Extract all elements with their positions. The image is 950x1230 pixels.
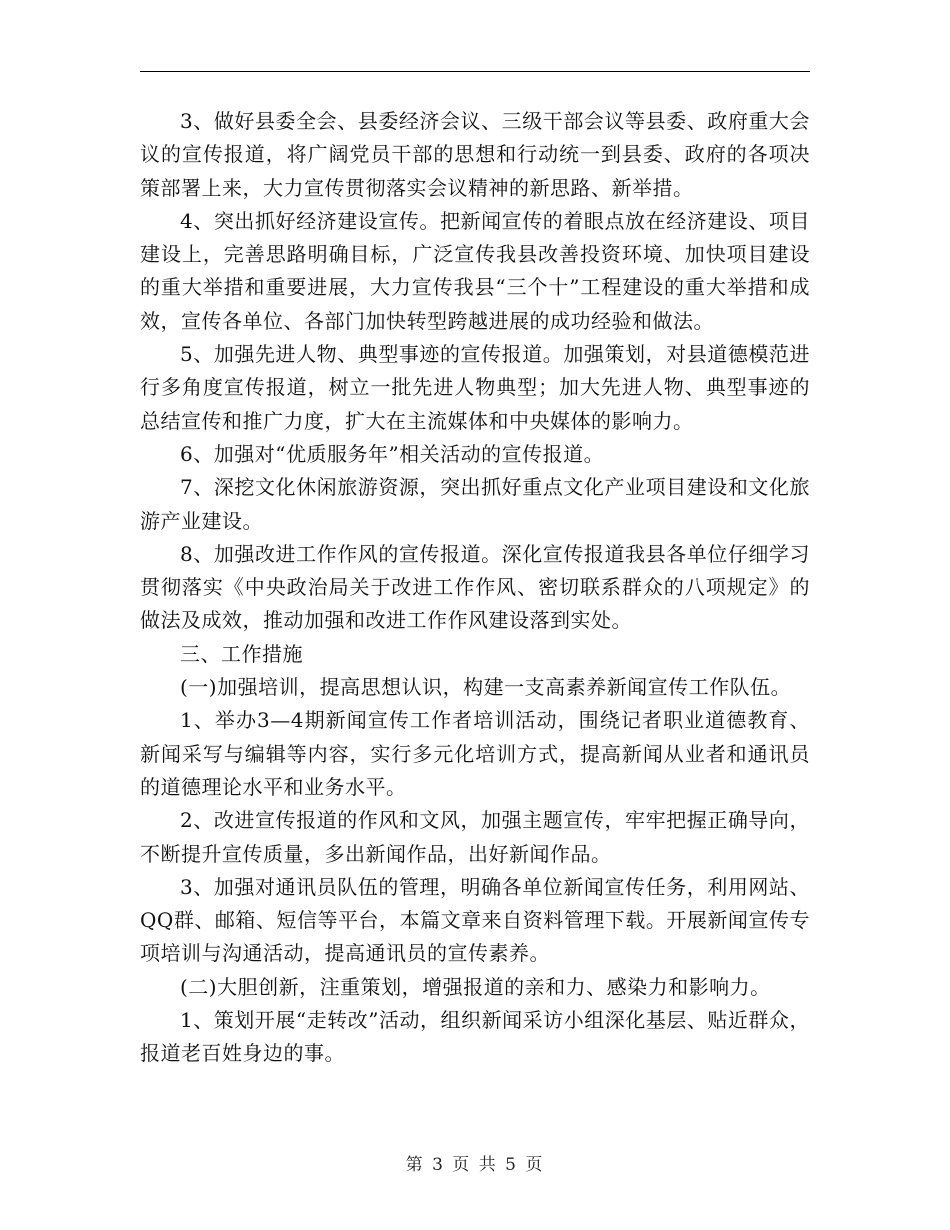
- document-body: [140, 105, 810, 1071]
- section-heading-measures: 三、工作措施: [180, 641, 303, 666]
- paragraph-item-6-service-year: 6、加强对“优质服务年”相关活动的宣传报道。: [180, 441, 605, 466]
- paragraph-item-8-work-style: 8、加强改进工作作风的宣传报道。深化宣传报道我县各单位仔细学习贯彻落实《中央政治局关于改进工作作风、密切联系群众的八项规定》的做法及成效，推动加强和改进工作作风建设落到实处。: [140, 541, 810, 633]
- subheading-training: (一)加强培训，提高思想认识，构建一支高素养新闻宣传工作队伍。: [180, 675, 792, 700]
- paragraph-measure-2-style: 2、改进宣传报道的作风和文风，加强主题宣传，牢牢把握正确导向，不断提升宣传质量，多出新闻作品，出好新闻作品。: [140, 808, 810, 866]
- subheading-innovation: (二)大胆创新，注重策划，增强报道的亲和力、感染力和影响力。: [180, 974, 771, 999]
- paragraph-item-5-role-models: 5、加强先进人物、典型事迹的宣传报道。加强策划，对县道德模范进行多角度宣传报道，树立一批先进人物典型；加大先进人物、典型事迹的总结宣传和推广力度，扩大在主流媒体和中央媒体的影响力。: [140, 342, 810, 433]
- paragraph-item-7-tourism: 7、深挖文化休闲旅游资源，突出抓好重点文化产业项目建设和文化旅游产业建设。: [140, 475, 810, 533]
- header-rule: [140, 71, 810, 72]
- paragraph-measure-3-correspondents: 3、加强对通讯员队伍的管理，明确各单位新闻宣传任务，利用网站、QQ群、邮箱、短信等平台，本篇文章来自资料管理下载。开展新闻宣传专项培训与沟通活动，提高通讯员的宣传素养。: [140, 874, 810, 966]
- paragraph-item-3-meetings: 3、做好县委全会、县委经济会议、三级干部会议等县委、政府重大会议的宣传报道，将广阔党员干部的思想和行动统一到县委、政府的各项决策部署上来，大力宣传贯彻落实会议精神的新思路、新举措。: [140, 109, 810, 200]
- paragraph-measure-1-training: 1、举办3—4期新闻宣传工作者培训活动，围绕记者职业道德教育、新闻采写与编辑等内容，实行多元化培训方式，提高新闻从业者和通讯员的道德理论水平和业务水平。: [140, 708, 810, 799]
- paragraph-innovation-1: 1、策划开展“走转改”活动，组织新闻采访小组深化基层、贴近群众，报道老百姓身边的事。: [140, 1008, 810, 1066]
- page-number-footer: 第 3 页 共 5 页: [405, 1155, 545, 1175]
- paragraph-item-4-economy: 4、突出抓好经济建设宣传。把新闻宣传的着眼点放在经济建设、项目建设上，完善思路明确目标，广泛宣传我县改善投资环境、加快项目建设的重大举措和重要进展，大力宣传我县“三个十”工程建设的重大举措和成效，宣传各单位、各部门加快转型跨越进展的成功经验和做法。: [140, 208, 810, 333]
